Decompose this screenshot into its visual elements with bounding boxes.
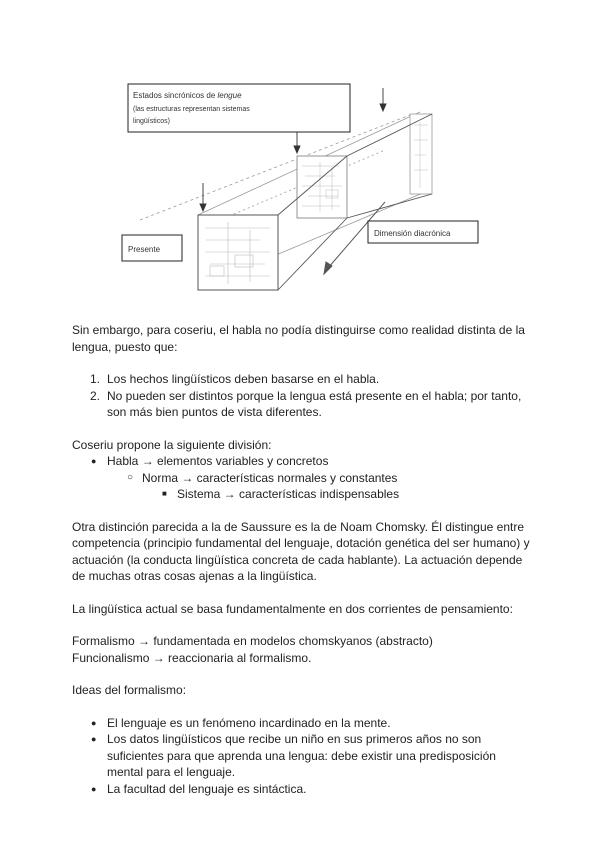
paragraph-coseriu-intro: Sin embargo, para coseriu, el habla no podía distinguirse como realidad distinta de la lengua, puesto que: [72, 323, 525, 354]
paragraph-ideas-heading: Ideas del formalismo: [72, 683, 187, 697]
ordered-item-text: No pueden ser distintos porque la lengua está presente en el habla; por tanto, son más bien puntos de vista diferentes. [107, 388, 522, 419]
callout-line2: (las estructuras representan sistemas [133, 106, 250, 113]
perspective-lines [140, 112, 430, 288]
frame-middle [297, 156, 347, 218]
ordered-item-number: 2. [90, 388, 101, 403]
paragraph-funcionalismo: Funcionalismo → reaccionaria al formalismo. [72, 650, 312, 665]
bullet-circle-icon: ○ [127, 471, 134, 483]
callout-line3: lingüísticos) [133, 118, 170, 125]
idea-item [72, 715, 532, 732]
ordered-item [72, 388, 532, 421]
frame-front [198, 215, 278, 290]
frame-far [410, 114, 432, 194]
division-level-3 [72, 486, 532, 503]
idea-item-text: La facultad del lenguaje es sintáctica. [107, 781, 307, 796]
diagram-svg [110, 70, 500, 295]
bullet-disc-icon: ● [91, 783, 97, 794]
paragraph-formalismo: Formalismo → fundamentada en modelos chomskyanos (abstracto) [72, 634, 433, 648]
paragraph-corrientes: La lingüística actual se basa fundamentalmente en dos corrientes de pensamiento: [72, 601, 513, 616]
synchrony-diachrony-diagram [110, 70, 500, 295]
division-level-2-text: Norma → características normales y constantes [142, 470, 398, 485]
callout-title: Estados sincrónicos de lengue [133, 91, 242, 100]
ordered-item [72, 371, 532, 388]
callout-box [128, 84, 350, 132]
presente-label: Presente [128, 245, 161, 254]
ordered-item-number: 1. [90, 372, 101, 386]
bullet-square-icon: ■ [162, 489, 167, 498]
paragraph-division-intro: Coseriu propone la siguiente división: [72, 437, 272, 452]
division-level-1 [72, 453, 532, 470]
bullet-disc-icon: ● [91, 734, 97, 744]
bullet-disc-icon: ● [91, 717, 97, 728]
division-level-3-text: Sistema → características indispensables [177, 487, 400, 501]
idea-item [72, 731, 532, 781]
idea-item-text: Los datos lingüísticos que recibe un niño en sus primeros años no son suficientes para que aprenda una lengua: debe existir una predisposición mental para el lenguaje. [107, 732, 496, 779]
division-level-2 [72, 470, 532, 487]
idea-item-text: El lenguaje es un fenómeno incardinado en la mente. [107, 715, 391, 730]
diacronica-label: Dimensión diacrónica [374, 229, 451, 238]
ordered-item-text: Los hechos lingüísticos deben basarse en el habla. [107, 372, 380, 386]
paragraph-chomsky: Otra distinción parecida a la de Saussure es la de Noam Chomsky. Él distingue entre competencia (principio fundamental del lenguaje, dotación genética del ser humano) y actuación (la conducta lingüística concreta de cada hablante). La actuación depende de muchas otras cosas ajenas a la lingüística. [72, 519, 530, 583]
division-level-1-text: Habla → elementos variables y concretos [107, 454, 329, 468]
idea-item [72, 781, 532, 798]
presente-box [122, 235, 182, 261]
diacronica-box [368, 221, 478, 243]
bullet-disc-icon: ● [91, 456, 97, 466]
document-body [72, 322, 532, 797]
